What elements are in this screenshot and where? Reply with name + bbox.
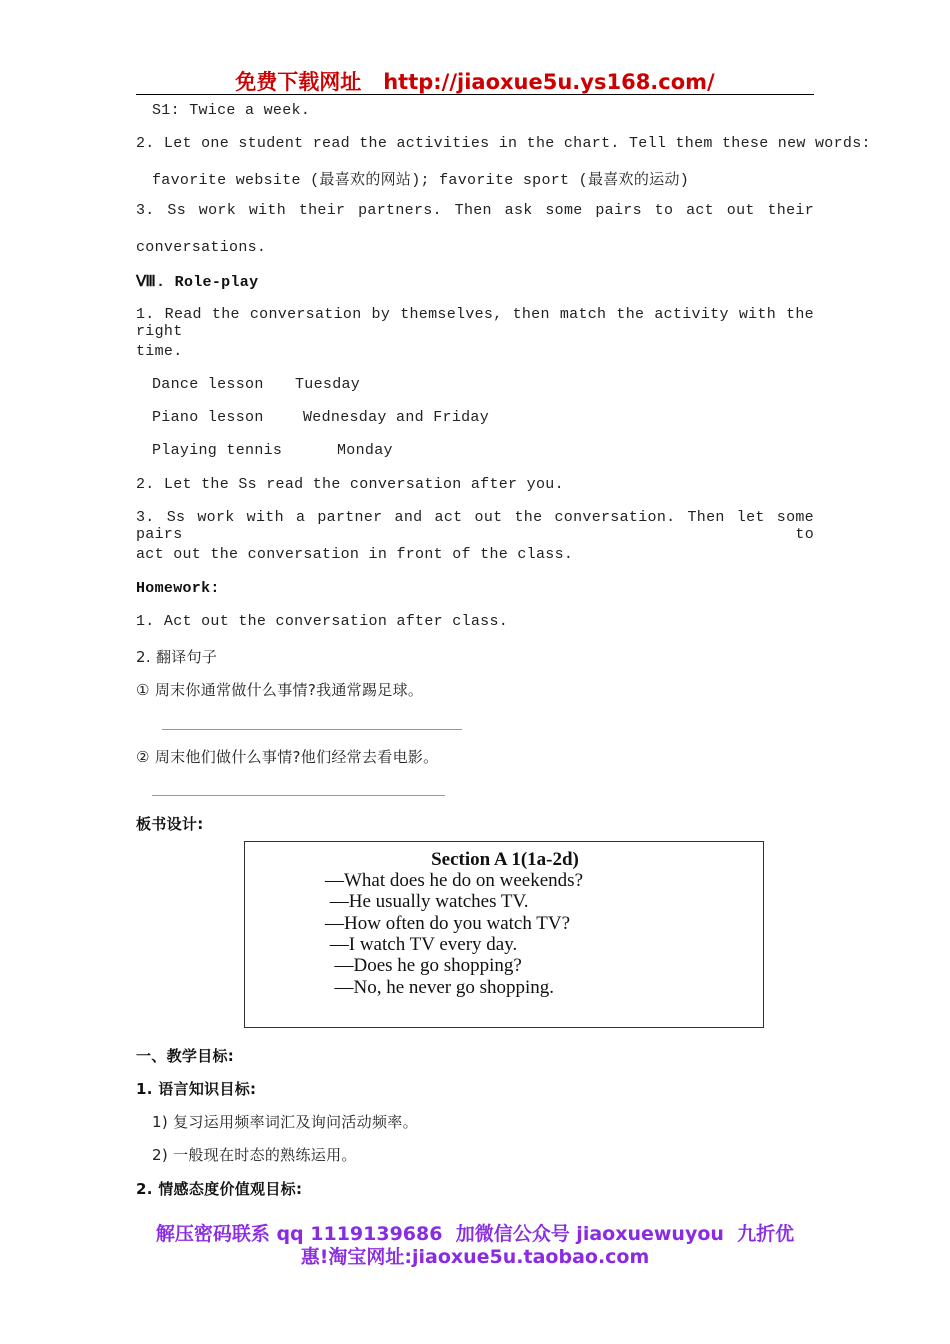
board-line-2: —He usually watches TV. [325, 891, 529, 912]
objective-knowledge: 1. 语言知识目标: [136, 1080, 257, 1098]
footer-contact-line-2: 惠!淘宝网址:jiaoxue5u.taobao.com [300, 1246, 650, 1268]
objective-attitude: 2. 情感态度价值观目标: [136, 1180, 303, 1198]
board-line-6: —No, he never go shopping. [325, 977, 555, 998]
objective-knowledge-1: 1) 复习运用频率词汇及询问活动频率。 [152, 1113, 418, 1131]
section-role-play-heading: Ⅷ. Role-play [136, 274, 259, 291]
header-divider [136, 94, 814, 95]
match-activity-1: Dance lesson [152, 376, 264, 393]
role-play-3-line-2: act out the conversation in front of the class. [136, 546, 574, 563]
homework-item-1: 1. Act out the conversation after class. [136, 613, 509, 630]
board-design-label: 板书设计: [136, 815, 204, 833]
match-time-2: Wednesday and Friday [303, 409, 490, 426]
homework-heading: Homework: [136, 580, 220, 597]
role-play-3-line-1: 3. Ss work with a partner and act out the conversation. Then let some pairs to [136, 509, 814, 543]
role-play-1-line-1: 1. Read the conversation by themselves, then match the activity with the right [136, 306, 814, 340]
board-line-3: —How often do you watch TV? [325, 913, 571, 934]
translation-question-1: ① 周末你通常做什么事情?我通常踢足球。 [136, 681, 424, 699]
role-play-1-line-2: time. [136, 343, 183, 360]
objective-knowledge-2: 2) 一般现在时态的熟练运用。 [152, 1146, 357, 1164]
board-line-5: —Does he go shopping? [325, 955, 522, 976]
blackboard-design-box [244, 841, 764, 1028]
match-time-3: Monday [337, 442, 393, 459]
homework-item-2: 2. 翻译句子 [136, 648, 218, 666]
board-line-4: —I watch TV every day. [325, 934, 518, 955]
step-2: 2. Let one student read the activities in the chart. Tell them these new words: [136, 135, 871, 152]
step-3-line-1: 3. Ss work with their partners. Then ask some pairs to act out their [136, 202, 814, 219]
s1-answer: S1: Twice a week. [152, 102, 311, 119]
match-activity-2: Piano lesson [152, 409, 264, 426]
match-time-1: Tuesday [295, 376, 361, 393]
role-play-2: 2. Let the Ss read the conversation after you. [136, 476, 564, 493]
step-2-words: favorite website (最喜欢的网站); favorite sport (最喜欢的运动) [152, 172, 690, 189]
board-title: Section A 1(1a-2d) [431, 849, 579, 870]
board-line-1: —What does he do on weekends? [325, 870, 584, 891]
page-header-url: 免费下载网址 http://jiaoxue5u.ys168.com/ [235, 70, 715, 94]
step-3-line-2: conversations. [136, 239, 267, 256]
objectives-heading: 一、教学目标: [136, 1047, 235, 1065]
footer-contact-line-1: 解压密码联系 qq 1119139686 加微信公众号 jiaoxuewuyou 九折优 [155, 1223, 795, 1245]
answer-line-2 [152, 795, 445, 796]
match-activity-3: Playing tennis [152, 442, 283, 459]
answer-line-1 [162, 729, 462, 730]
translation-question-2: ② 周末他们做什么事情?他们经常去看电影。 [136, 748, 439, 766]
